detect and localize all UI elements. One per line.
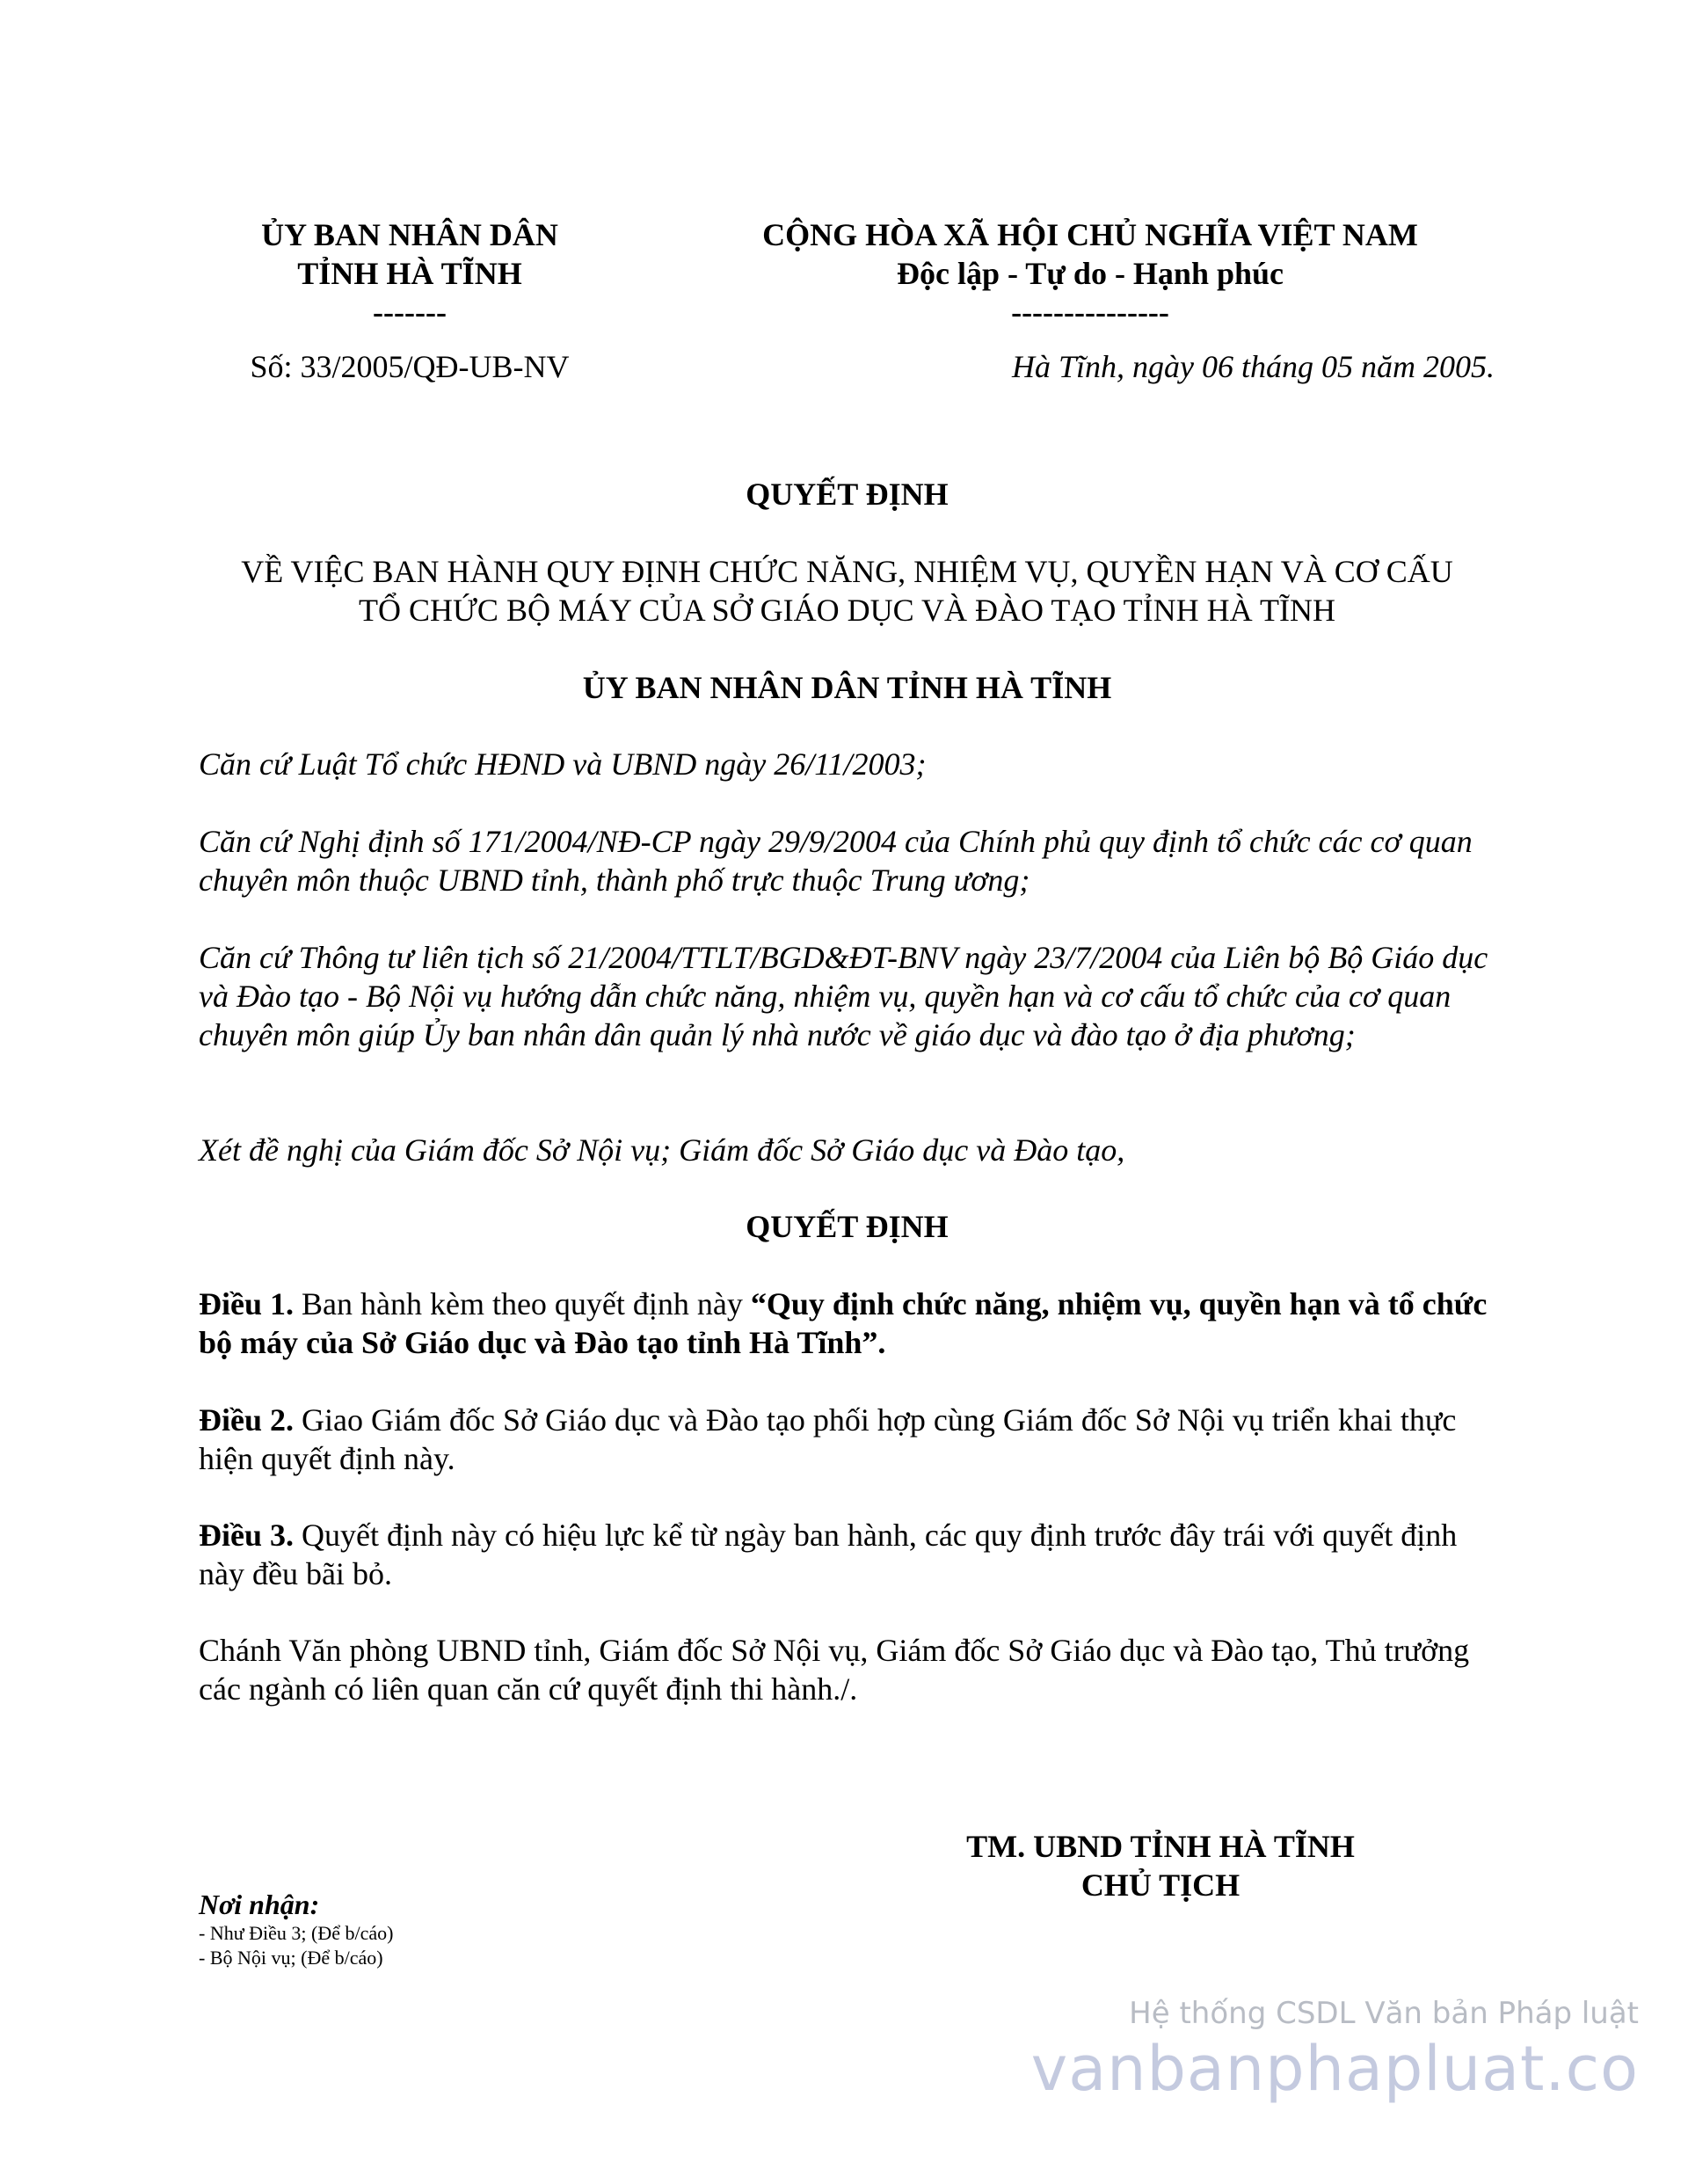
issuer-block xyxy=(199,215,621,331)
document-type-heading: QUYẾT ĐỊNH xyxy=(746,477,949,512)
nation-name: CỘNG HÒA XÃ HỘI CHỦ NGHĨA VIỆT NAM xyxy=(762,217,1418,252)
article-3-label: Điều 3. xyxy=(199,1518,294,1553)
closing-paragraph: Chánh Văn phòng UBND tỉnh, Giám đốc Sở Nội vụ, Giám đốc Sở Giáo dục và Đào tạo, Thủ trưởng các ngành có liên quan căn cứ quyết định thi hành./. xyxy=(199,1633,1470,1707)
document-number: Số: 33/2005/QĐ-UB-NV xyxy=(250,349,570,384)
subject-line-1: VỀ VIỆC BAN HÀNH QUY ĐỊNH CHỨC NĂNG, NHIỆM VỤ, QUYỀN HẠN VÀ CƠ CẤU xyxy=(241,554,1453,589)
signature-block xyxy=(844,1827,1477,1904)
issuer-line2: TỈNH HÀ TĨNH xyxy=(297,256,522,291)
motto: Độc lập - Tự do - Hạnh phúc xyxy=(896,256,1284,291)
recipients-block xyxy=(199,1888,393,1970)
watermark-caption: Hệ thống CSDL Văn bản Pháp luật xyxy=(1129,1996,1639,2031)
article-2-label: Điều 2. xyxy=(199,1402,294,1438)
national-motto-block xyxy=(651,215,1530,331)
preamble-1: Căn cứ Luật Tổ chức HĐND và UBND ngày 26/11/2003; xyxy=(199,746,927,782)
article-1-title: “Quy định chức năng, nhiệm vụ, quyền hạn và tổ chức bộ máy của Sở Giáo dục và Đào tạo tỉnh Hà Tĩnh”. xyxy=(199,1286,1488,1360)
issuer-separator: ------- xyxy=(373,295,447,330)
article-2-text: Giao Giám đốc Sở Giáo dục và Đào tạo phối hợp cùng Giám đốc Sở Nội vụ triển khai thực hiện quyết định này. xyxy=(199,1402,1457,1476)
document-date: Hà Tĩnh, ngày 06 tháng 05 năm 2005. xyxy=(1012,349,1495,384)
article-2 xyxy=(199,1401,1495,1478)
preamble-2: Căn cứ Nghị định số 171/2004/NĐ-CP ngày 29/9/2004 của Chính phủ quy định tổ chức các cơ quan chuyên môn thuộc UBND tỉnh, thành phố trực thuộc Trung ương; xyxy=(199,824,1473,898)
signature-line-1: TM. UBND TỈNH HÀ TĨNH xyxy=(966,1829,1355,1864)
issuer-line1: ỦY BAN NHÂN DÂN xyxy=(261,217,558,252)
signature-title: CHỦ TỊCH xyxy=(1080,1867,1241,1903)
issuing-authority: ỦY BAN NHÂN DÂN TỈNH HÀ TĨNH xyxy=(582,670,1112,705)
motto-separator: --------------- xyxy=(1011,295,1169,330)
preamble-4: Xét đề nghị của Giám đốc Sở Nội vụ; Giám đốc Sở Giáo dục và Đào tạo, xyxy=(199,1132,1125,1168)
article-1-text: Ban hành kèm theo quyết định này xyxy=(294,1286,751,1321)
decision-heading: QUYẾT ĐỊNH xyxy=(746,1209,949,1244)
recipients-heading: Nơi nhận: xyxy=(199,1889,320,1920)
article-3 xyxy=(199,1516,1495,1593)
article-3-text: Quyết định này có hiệu lực kể từ ngày ban hành, các quy định trước đây trái với quyết định này đều bãi bỏ. xyxy=(199,1518,1458,1591)
recipient-item: - Như Điều 3; (Để b/cáo) xyxy=(199,1922,394,1944)
preamble-3: Căn cứ Thông tư liên tịch số 21/2004/TTLT/BGD&ĐT-BNV ngày 23/7/2004 của Liên bộ Bộ Giáo dục và Đào tạo - Bộ Nội vụ hướng dẫn chức năng, nhiệm vụ, quyền hạn và cơ cấu tổ chức của cơ quan chuyên môn giúp Ủy ban nhân dân quản lý nhà nước về giáo dục và đào tạo ở địa phương; xyxy=(199,940,1488,1052)
subject-line-2: TỔ CHỨC BỘ MÁY CỦA SỞ GIÁO DỤC VÀ ĐÀO TẠO TỈNH HÀ TĨNH xyxy=(359,593,1335,628)
recipient-item: - Bộ Nội vụ; (Để b/cáo) xyxy=(199,1947,383,1969)
watermark-site: vanbanphapluat.co xyxy=(1030,2033,1639,2105)
article-1 xyxy=(199,1285,1495,1362)
article-1-label: Điều 1. xyxy=(199,1286,294,1321)
